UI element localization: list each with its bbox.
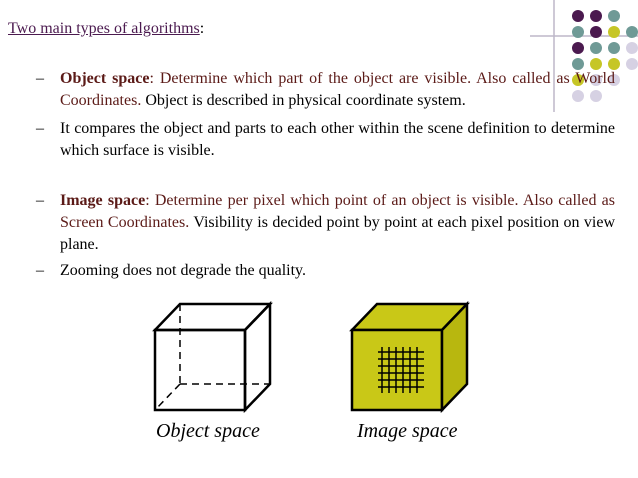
bullet-colon: : <box>149 70 154 87</box>
bullet-rest: Visibility is decided point by point at each pixel position on view plane. <box>60 214 615 253</box>
bullet-text: It compares the object and parts to each other within the scene definition to determine which surface is visible. <box>60 120 615 159</box>
bullet-dash: – <box>36 70 44 87</box>
bullet-definition: Determine which part of the object are visible. Also called as World Coordinates. <box>60 70 615 109</box>
heading-underlined: Two main types of algorithms <box>8 20 200 37</box>
bullet-dash: – <box>36 262 44 279</box>
bullet-definition: Determine per pixel which point of an object is visible. Also called as Screen Coordinates. <box>60 192 616 231</box>
caption-image-space: Image space <box>357 420 458 442</box>
cube-front-face <box>352 330 442 410</box>
bullet-rest: Object is described in physical coordinate system. <box>141 92 466 109</box>
caption-object-space: Object space <box>156 420 260 442</box>
bullet-text: Zooming does not degrade the quality. <box>60 262 307 279</box>
heading-suffix: : <box>199 20 205 37</box>
bullet-colon: : <box>145 192 150 209</box>
bullet-dash: – <box>36 192 44 209</box>
bullet-term: Image space <box>60 192 146 209</box>
bullet-term: Object space <box>60 70 150 87</box>
bullet-dash: – <box>36 120 44 137</box>
